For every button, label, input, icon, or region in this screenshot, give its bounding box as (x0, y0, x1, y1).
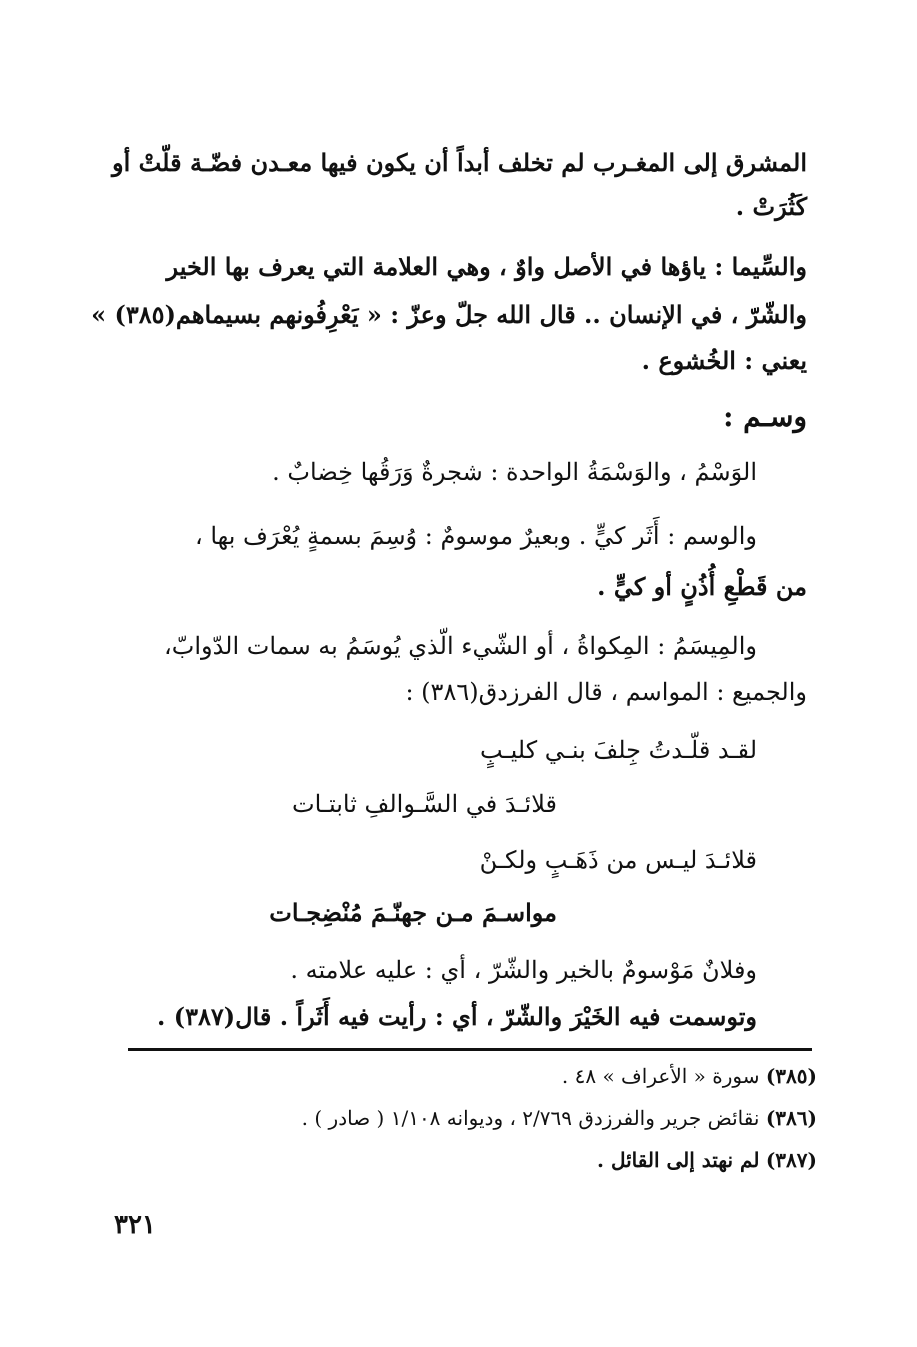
footnote-number: (٣٨٧) (765, 1148, 817, 1172)
footnote-divider (128, 1048, 812, 1051)
text-line: والمِيسَمُ : المِكواةُ ، أو الشّيء الّذي يُوسَمُ به سمات الدّوابّ، (163, 632, 757, 660)
text-line: يعني : الخُشوع . (641, 346, 807, 375)
footnote (597, 1148, 817, 1172)
footnote-number: (٣٨٥) (765, 1064, 817, 1088)
text-line: وفلانٌ مَوْسومٌ بالخير والشّرّ ، أي : عليه علامته . (290, 956, 757, 984)
footnote (302, 1106, 817, 1130)
text-line: الوَسْمُ ، والوَسْمَةُ الواحدة : شجرةٌ وَرَقُها خِضابٌ . (272, 458, 757, 486)
poem-line: لقـد قلّـدتُ جِلفَ بنـي كليـبٍ (479, 736, 757, 764)
text-line: كَثُرَتْ . (735, 192, 807, 221)
footnote (562, 1064, 817, 1088)
footnote-text: نقائض جرير والفرزدق ٢/٧٦٩ ، وديوانه ١/١٠٨ ( صادر ) . (301, 1106, 760, 1130)
text-line: المشرق إلى المغـرب لم تخلف أبداً أن يكون فيها معـدن فضّـة قلّتْ أو (112, 148, 807, 177)
poem-line: مواسـمَ مـن جهنّـمَ مُنْضِجـات (269, 898, 557, 927)
text-line: وتوسمت فيه الخَيْرَ والشّرّ ، أي : رأيت فيه أَثَراً . قال(٣٨٧) . (157, 1002, 757, 1031)
section-heading: وسـم : (723, 400, 807, 433)
text-line: والشّرّ ، في الإنسان .. قال الله جلّ وعزّ : « يَعْرِفُونهم بسيماهم(٣٨٥) » (91, 300, 807, 329)
page-number: ٣٢١ (114, 1210, 156, 1240)
footnote-text: سورة « الأعراف » ٤٨ . (561, 1064, 760, 1088)
poem-line: قلائـدَ ليـس من ذَهَـبٍ ولكـنْ (479, 846, 757, 874)
poem-line: قلائـدَ في السَّـوالفِ ثابتـات (292, 790, 557, 818)
text-line: والوسم : أَثَر كيٍّ . وبعيرٌ موسومٌ : وُسِمَ بسمةٍ يُعْرَف بها ، (194, 522, 757, 550)
text-line: والسِّيما : ياؤها في الأصل واوٌ ، وهي العلامة التي يعرف بها الخير (166, 252, 807, 281)
footnote-number: (٣٨٦) (765, 1106, 817, 1130)
text-line: من قَطْعِ أُذُنٍ أو كيٍّ . (597, 572, 807, 601)
footnote-text: لم نهتد إلى القائل . (597, 1148, 760, 1172)
text-line: والجميع : المواسم ، قال الفرزدق(٣٨٦) : (405, 678, 807, 706)
